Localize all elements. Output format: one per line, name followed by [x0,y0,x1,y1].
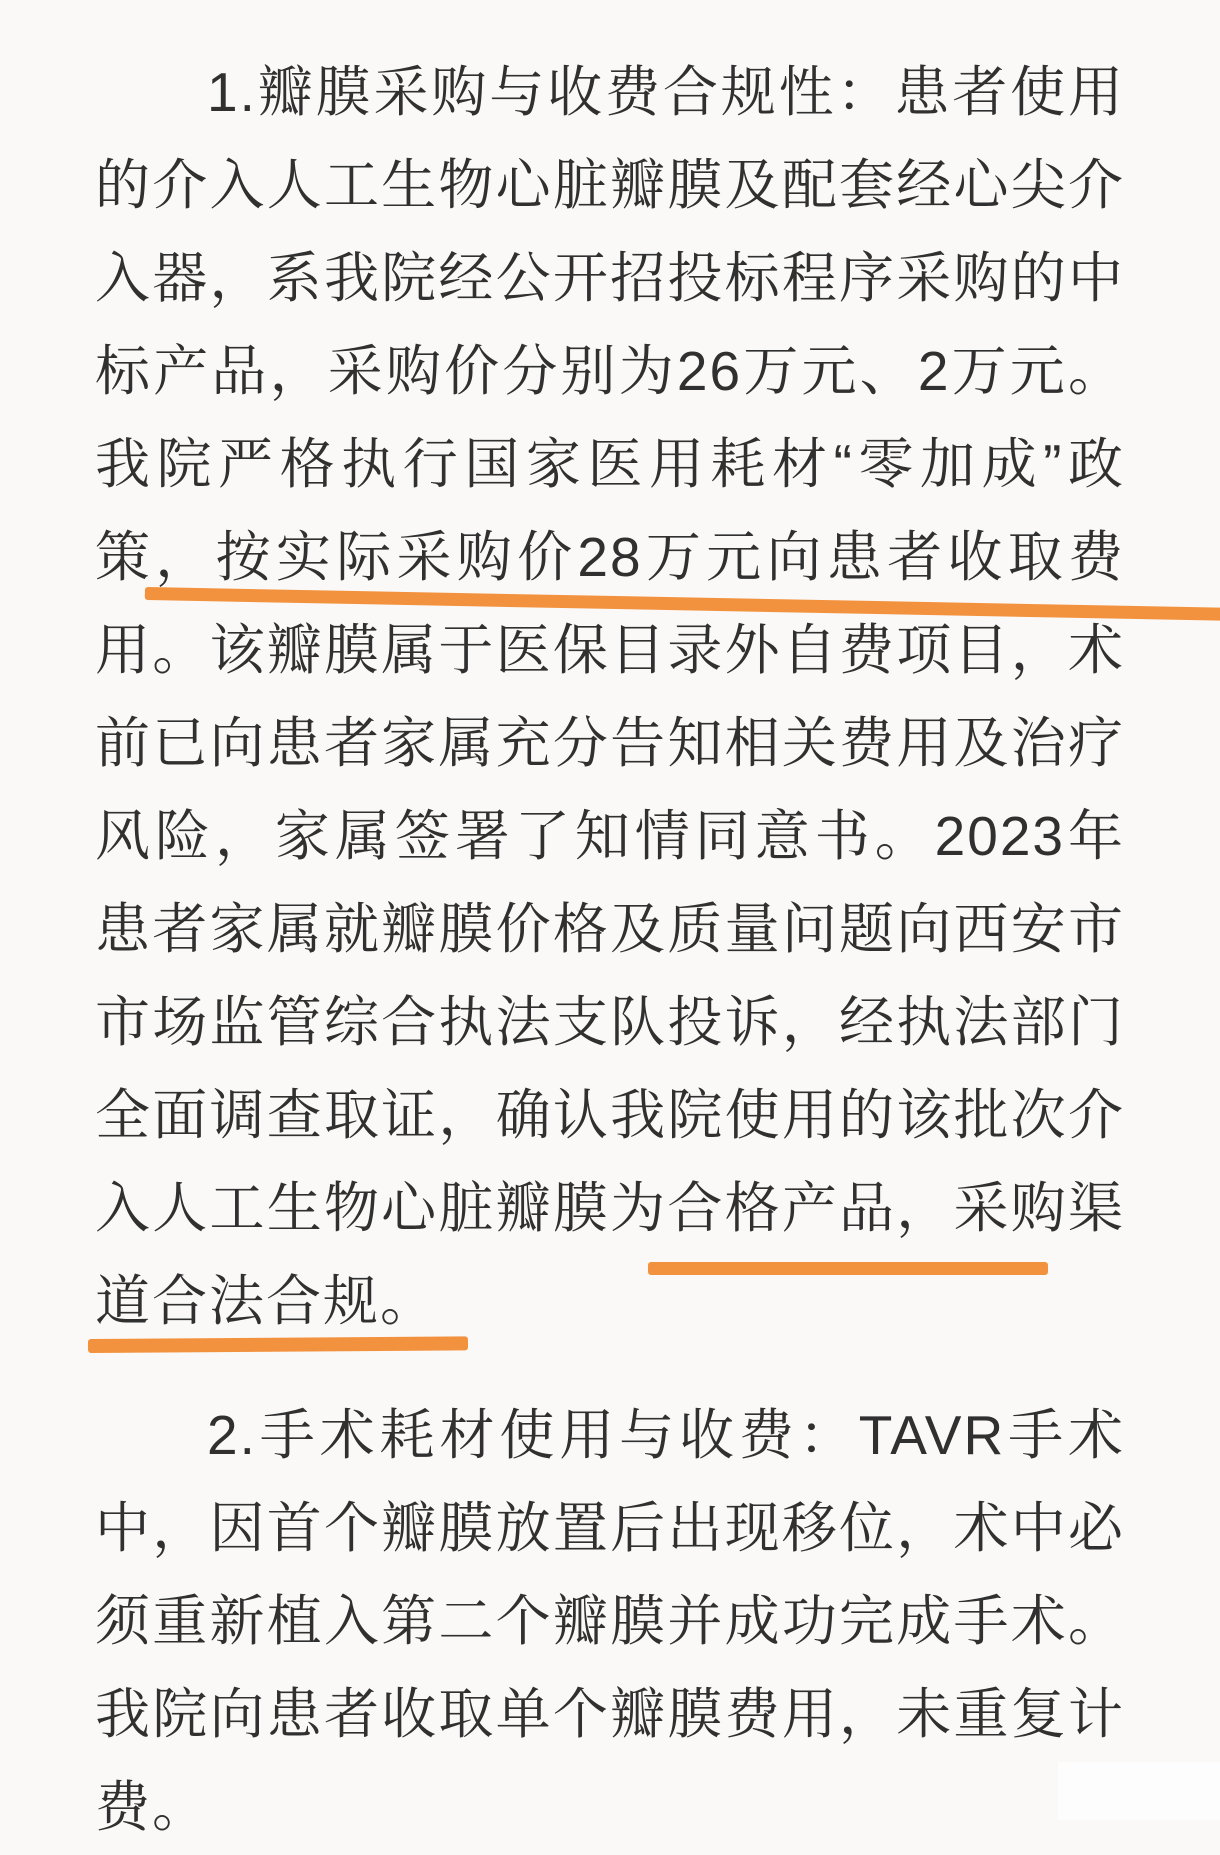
text-line: 前已向患者家属充分告知相关费用及治疗 [95,712,1125,774]
paragraph-valve-procurement [95,46,1125,1348]
text-line: 患者家属就瓣膜价格及质量问题向西安市 [95,898,1125,960]
text-line: 的介入人工生物心脏瓣膜及配套经心尖介 [95,154,1125,216]
text-line: 我院向患者收取单个瓣膜费用，未重复计 [95,1683,1125,1745]
text-line: 2.手术耗材使用与收费：TAVR手术 [207,1404,1125,1466]
highlight-underline-qualified-product [648,1262,1048,1275]
text-line: 入人工生物心脏瓣膜为合格产品，采购渠 [95,1177,1125,1239]
text-line: 入器，系我院经公开招投标程序采购的中 [95,247,1125,309]
text-line: 用。该瓣膜属于医保目录外自费项目，术 [95,619,1125,681]
photo-artifact-patch [1058,1762,1220,1820]
text-line: 费。 [95,1776,210,1838]
text-line: 1.瓣膜采购与收费合规性：患者使用 [207,61,1125,123]
text-line: 我院严格执行国家医用耗材“零加成”政 [95,433,1125,495]
text-line: 道合法合规。 [95,1270,438,1332]
paragraph-surgical-consumables [95,1389,1125,1854]
text-line: 市场监管综合执法支队投诉，经执法部门 [95,991,1125,1053]
text-line: 须重新植入第二个瓣膜并成功完成手术。 [95,1590,1125,1652]
text-line: 中，因首个瓣膜放置后出现移位，术中必 [95,1497,1125,1559]
text-line: 标产品，采购价分别为26万元、2万元。 [95,340,1125,402]
text-line: 策，按实际采购价28万元向患者收取费 [95,526,1125,588]
text-line: 全面调查取证，确认我院使用的该批次介 [95,1084,1125,1146]
text-line: 风险，家属签署了知情同意书。2023年 [95,805,1125,867]
highlight-underline-legal-channel [88,1336,468,1353]
